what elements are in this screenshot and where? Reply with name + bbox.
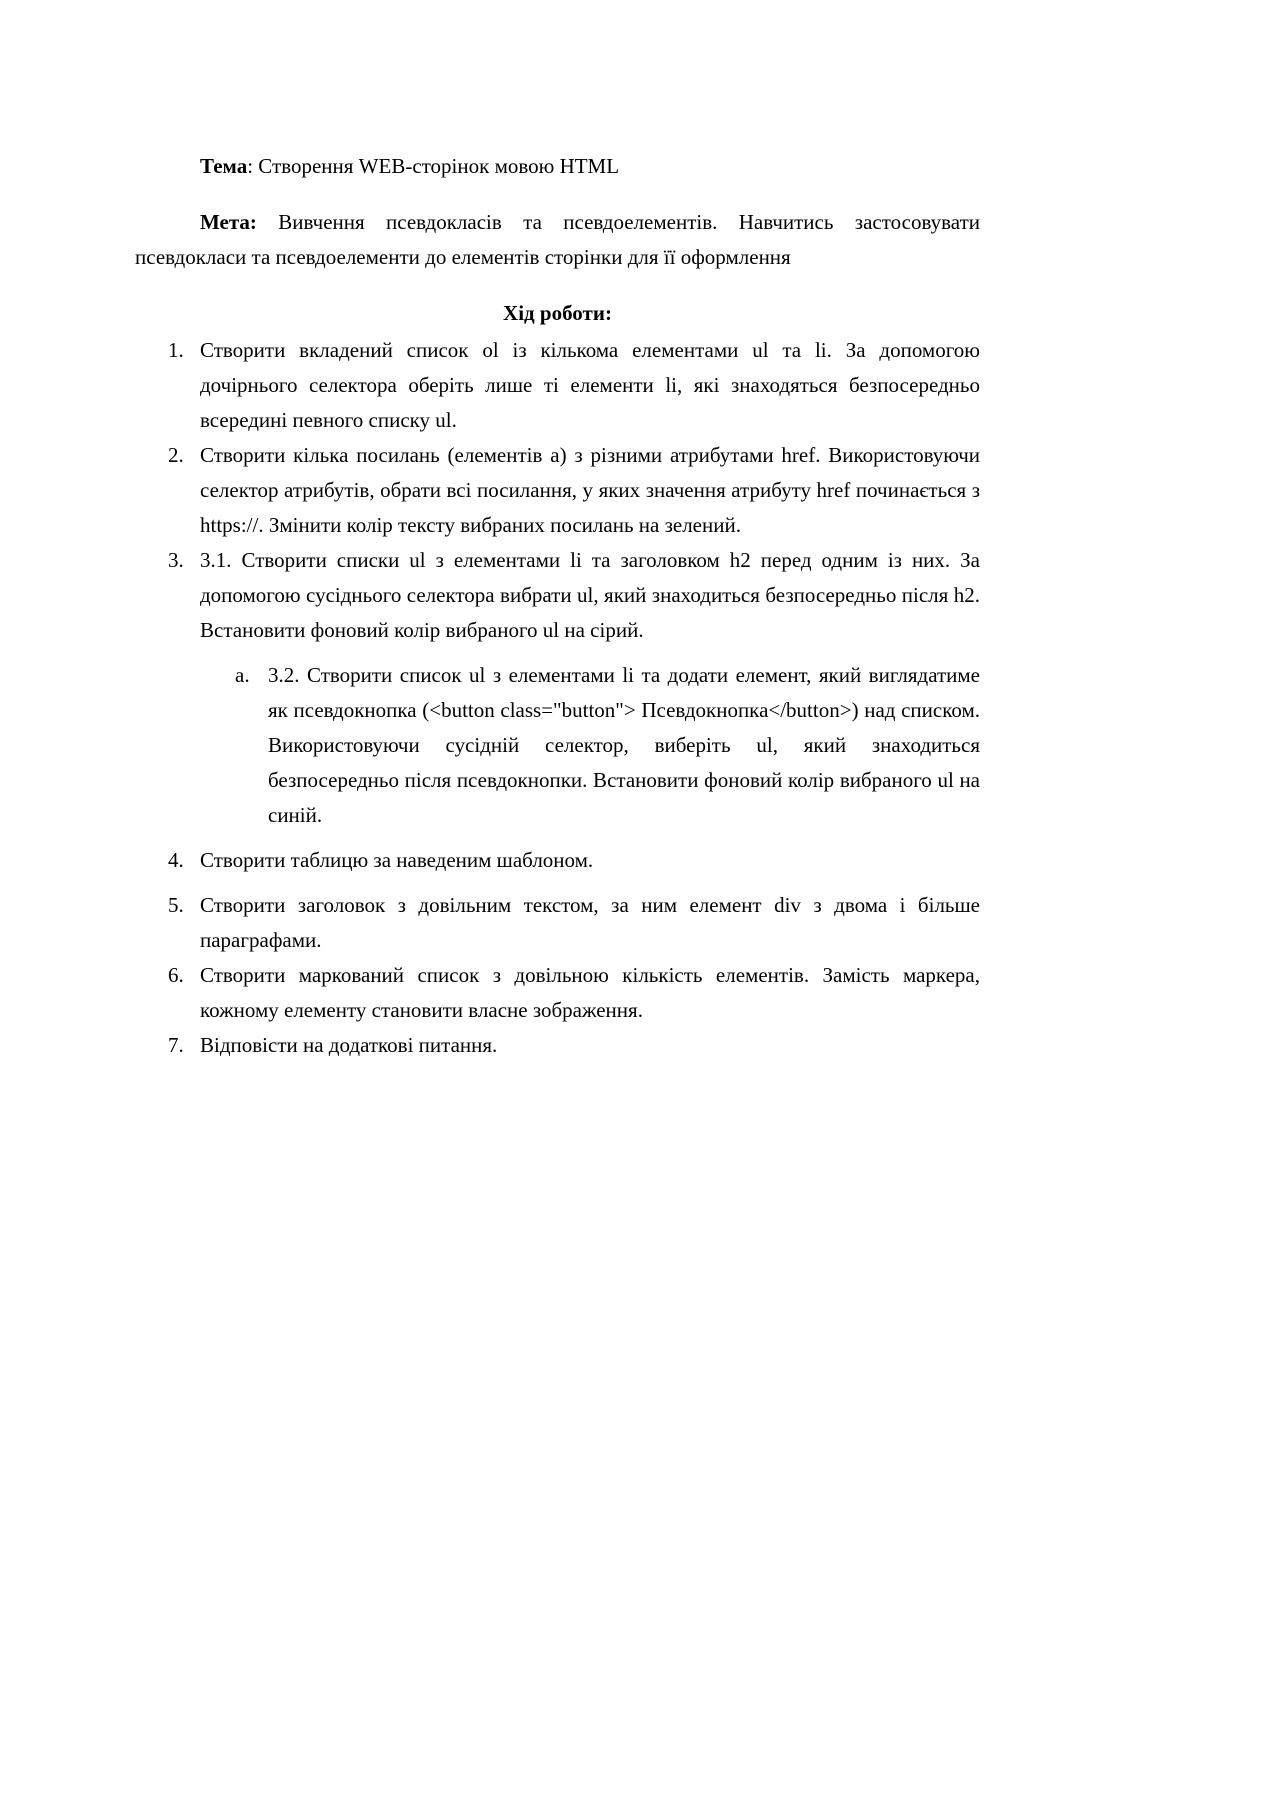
list-item-text: Створити кілька посилань (елементів a) з різними атрибутами href. Використовуючи селектор атрибутів, обрати всі посилання, у яких значення атрибуту href починається з https://. Змінити колір тексту вибраних посилань на зелений. [200, 443, 980, 537]
list-item-marker: 1. [168, 338, 184, 362]
nested-list-item [135, 658, 980, 833]
list-item-text: Створити заголовок з довільним текстом, за ним елемент div з двома і більше параграфами. [200, 893, 980, 952]
list-item [135, 843, 980, 878]
list-item [135, 438, 980, 543]
list-item-text: 3.1. Створити списки ul з елементами li та заголовком h2 перед одним із них. За допомогою сусіднього селектора вибрати ul, який знаходиться безпосередньо після h2. Встановити фоновий колір вибраного ul на сірий. [200, 548, 980, 642]
list-item-marker: 6. [168, 963, 184, 987]
list-item-text: Створити маркований список з довільною кількість елементів. Замість маркера, кожному елементу становити власне зображення. [200, 963, 980, 1022]
list-item-marker: 4. [168, 848, 184, 872]
list-item-marker: 3. [168, 548, 184, 572]
list-item-marker: 5. [168, 893, 184, 917]
tema-label: Тема [200, 154, 248, 178]
section-heading: Хід роботи: [503, 301, 612, 325]
list-item-text: Створити таблицю за наведеним шаблоном. [200, 848, 594, 872]
list-item [135, 888, 980, 958]
meta-paragraph [135, 205, 980, 275]
list-item-marker: 2. [168, 443, 184, 467]
list-item-marker: a. [235, 663, 250, 687]
tema-text: : Створення WEB-сторінок мовою HTML [247, 154, 620, 178]
list-item-text: Відповісти на додаткові питання. [200, 1033, 498, 1057]
meta-text: Вивчення псевдокласів та псевдоелементів. Навчитись застосовувати псевдокласи та псевдоелементи до елементів сторінки для її оформлення [135, 210, 980, 269]
steps-list [135, 333, 980, 1063]
document-page [135, 128, 980, 1063]
list-item [135, 543, 980, 648]
list-item-marker: 7. [168, 1033, 184, 1057]
list-item-text: Створити вкладений список ol із кількома елементами ul та li. За допомогою дочірнього селектора оберіть лише ті елементи li, які знаходяться безпосередньо всередині певного списку ul. [200, 338, 980, 432]
list-item [135, 1028, 980, 1063]
meta-label: Мета: [200, 210, 257, 234]
list-item [135, 333, 980, 438]
tema-paragraph [135, 149, 980, 184]
list-item [135, 958, 980, 1028]
list-item-text: 3.2. Створити список ul з елементами li та додати елемент, який виглядатиме як псевдокнопка (<button class="button"> Псевдокнопка</button>) над списком. Використовуючи сусідній селектор, виберіть ul, який знаходиться безпосередньо після псевдокнопки. Встановити фоновий колір вибраного ul на синій. [268, 663, 980, 827]
